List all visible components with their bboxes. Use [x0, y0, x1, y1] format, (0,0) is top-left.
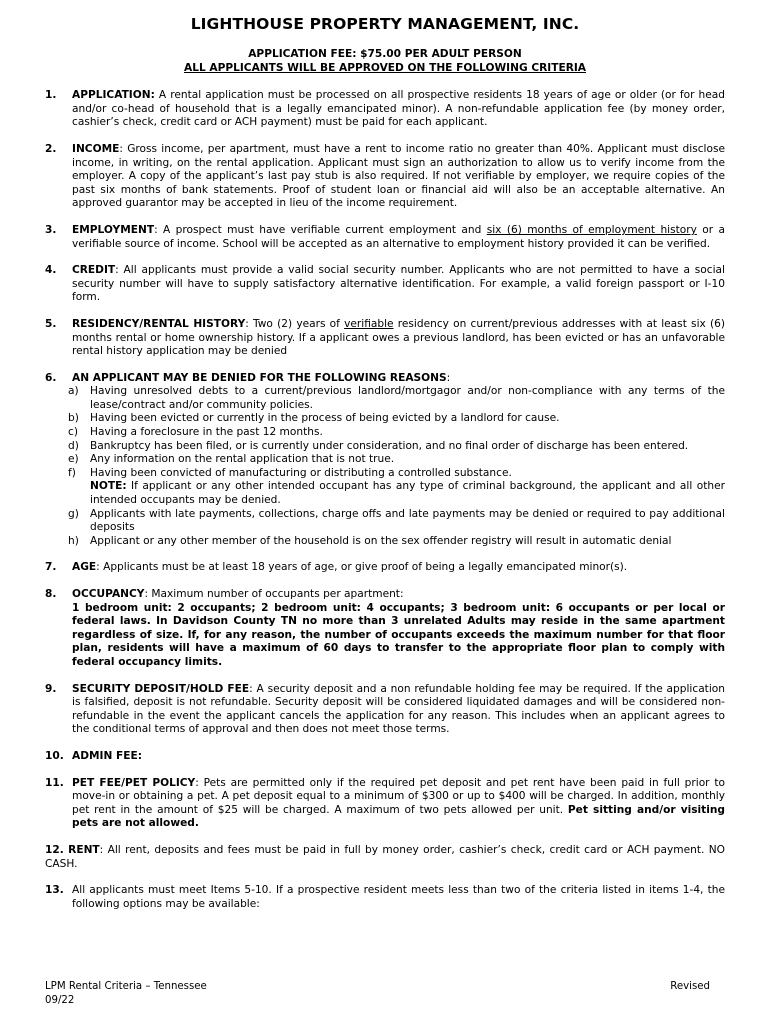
item-number: 7. [45, 561, 57, 574]
item-number: 12. [45, 843, 64, 856]
list-item [68, 507, 725, 535]
item-residency [45, 318, 725, 359]
item-number: 13. [45, 884, 64, 897]
footer-doc-name: LPM Rental Criteria – Tennessee [45, 981, 207, 992]
item-text: residency on current/previous addresses with at least six (6) months rental or home ownership history. If a applicant owes a previous landlord, has been evicted or has an unfavorable rental history application may be denied [72, 317, 726, 358]
list-item [68, 426, 725, 440]
item-occupancy [45, 588, 725, 670]
item-label: AN APPLICANT MAY BE DENIED FOR THE FOLLOWING REASONS [72, 371, 447, 384]
document-page [45, 14, 725, 924]
item-criteria-options [45, 884, 725, 911]
item-pet-policy [45, 777, 725, 831]
list-text: Having unresolved debts to a current/previous landlord/mortgagor and/or non-compliance with any terms of the lease/contract and/or community policies. [90, 385, 725, 411]
item-text: : [446, 371, 451, 384]
item-income [45, 143, 725, 211]
item-admin-fee [45, 750, 725, 764]
item-security-deposit [45, 683, 725, 737]
item-denial-reasons [45, 372, 725, 549]
item-label: AGE [72, 561, 97, 574]
list-letter: h) [68, 534, 79, 547]
criteria-line: ALL APPLICANTS WILL BE APPROVED ON THE FOLLOWING CRITERIA [184, 61, 586, 74]
occupancy-limits-text: 1 bedroom unit: 2 occupants; 2 bedroom unit: 4 occupants; 3 bedroom unit: 6 occupants or per local or federal laws. In Davidson County TN no more than 3 unrelated Adults may reside in the same apartment regardless of size. If, for any reason, the number of occupants exceeds the maximum number for that floor plan, residents will have a maximum of 60 days to transfer to the appropriate floor plan to comply with federal occupancy limits. [72, 601, 725, 668]
item-rent [45, 844, 725, 871]
item-number: 3. [45, 223, 57, 236]
footer-revised: Revised [670, 981, 710, 992]
list-item [68, 453, 725, 467]
list-text: Any information on the rental application that is not true. [90, 453, 395, 466]
list-text: Applicant or any other member of the household is on the sex offender registry will result in automatic denial [90, 534, 672, 547]
list-text: Bankruptcy has been filed, or is currently under consideration, and no final order of discharge has been entered. [90, 439, 689, 452]
item-text: : A security deposit and a non refundable holding fee may be required. If the application is falsified, deposit is not refundable. Security deposit will be considered liquidated damages and will be considered non-refundable in the event the applicant cancels the application for any reason. This includes when an applicant agrees to the conditional terms of approval and then does not meet those terms. [72, 682, 725, 736]
list-text: Applicants with late payments, collections, charge offs and late payments may be denied or required to pay additional deposits [90, 507, 725, 534]
item-label: OCCUPANCY [72, 588, 145, 600]
list-text: Having a foreclosure in the past 12 months. [90, 426, 323, 439]
item-label: INCOME [72, 142, 120, 155]
list-item [68, 439, 725, 454]
note-text: If applicant or any other intended occupant has any type of criminal background, the applicant and all other intended occupants may be denied. [90, 480, 725, 507]
item-number: 5. [45, 317, 57, 330]
list-item [68, 466, 725, 508]
item-text: : All rent, deposits and fees must be paid in full by money order, cashier’s check, credit card or ACH payment. NO CASH. [45, 843, 725, 870]
item-label: EMPLOYMENT [72, 223, 155, 236]
item-text: A rental application must be processed on all prospective residents 18 years of age or older (or for head and/or co-head of household that is a legally emancipated minor). A non-refundable application fee (by money order, cashier’s check, credit card or ACH payment) must be paid for each applicant. [72, 89, 725, 129]
note-label: NOTE: [90, 480, 127, 493]
item-credit [45, 264, 725, 305]
pet-sitting-text: Pet sitting and/or visiting pets are not allowed. [72, 803, 725, 830]
list-letter: f) [68, 466, 76, 479]
item-text: : Maximum number of occupants per apartment: [144, 588, 404, 600]
item-underlined-text: six (6) months of employment history [486, 223, 697, 236]
item-age [45, 561, 725, 575]
item-number: 8. [45, 588, 57, 600]
item-number: 4. [45, 264, 57, 277]
list-text: Having been evicted or currently in the process of being evicted by a landlord for cause. [90, 412, 560, 425]
footer-date: 09/22 [45, 994, 75, 1006]
item-label: ADMIN FEE: [72, 749, 142, 762]
page-footer [45, 980, 710, 1007]
list-letter: b) [68, 412, 79, 425]
item-number: 9. [45, 682, 57, 695]
item-number: 2. [45, 142, 57, 155]
item-underlined-text: verifiable [344, 317, 394, 330]
item-employment [45, 224, 725, 251]
item-number: 10. [45, 749, 64, 762]
list-letter: c) [68, 426, 78, 439]
list-letter: a) [68, 385, 79, 398]
item-label: RESIDENCY/RENTAL HISTORY [72, 317, 246, 330]
list-letter: e) [68, 453, 79, 466]
item-number: 6. [45, 371, 57, 384]
item-text: : All applicants must provide a valid social security number. Applicants who are not permitted to have a social security number will have to supply satisfactory alternative identification. For example, a valid foreign passport or I-10 form. [72, 264, 725, 304]
item-text: : Applicants must be at least 18 years of age, or give proof of being a legally emancipated minor(s). [96, 561, 628, 574]
list-item [68, 385, 725, 412]
company-title: LIGHTHOUSE PROPERTY MANAGEMENT, INC. [190, 15, 580, 33]
application-fee-line: APPLICATION FEE: $75.00 PER ADULT PERSON [248, 48, 522, 60]
list-text: Having been convicted of manufacturing or distributing a controlled substance. [90, 466, 512, 479]
item-label: RENT [68, 843, 100, 856]
list-item [68, 412, 725, 426]
item-text: : Pets are permitted only if the required pet deposit and pet rent have been paid in full prior to move-in or obtaining a pet. A pet deposit equal to a minimum of $300 or up to $400 will be charged. In addition, monthly pet rent in the amount of $25 will be charged. A maximum of two pets allowed per unit. [72, 776, 725, 816]
list-letter: d) [68, 439, 79, 452]
item-text: : A prospect must have verifiable current employment and [154, 223, 487, 236]
item-label: APPLICATION: [72, 89, 155, 102]
item-number: 11. [45, 776, 64, 789]
list-item [68, 534, 725, 549]
item-application [45, 89, 725, 130]
item-label: SECURITY DEPOSIT/HOLD FEE [72, 682, 250, 695]
item-text: : Two (2) years of [245, 317, 345, 330]
item-text: : Gross income, per apartment, must have a rent to income ratio no greater than 40%. Applicant must disclose income, in writing, on the rental application. Applicant must sign an authorization to allow us to verify income from the employer. A copy of the applicant’s last pay stub is also required. If not verifiable by employer, we require copies of the past six months of bank statements. Proof of student loan or financial aid will also be an acceptable alternative. An approved guarantor may be accepted in lieu of the income requirement. [72, 142, 725, 210]
item-text: or a verifiable source of income. School will be accepted as an alternative to employment history provided it can be verified. [72, 223, 725, 250]
item-text: All applicants must meet Items 5-10. If a prospective resident meets less than two of the criteria listed in items 1-4, the following options may be available: [72, 884, 725, 910]
list-letter: g) [68, 507, 79, 520]
item-number: 1. [45, 89, 57, 102]
item-label: CREDIT [72, 264, 116, 277]
item-label: PET FEE/PET POLICY [72, 776, 196, 789]
reason-list [68, 385, 725, 548]
